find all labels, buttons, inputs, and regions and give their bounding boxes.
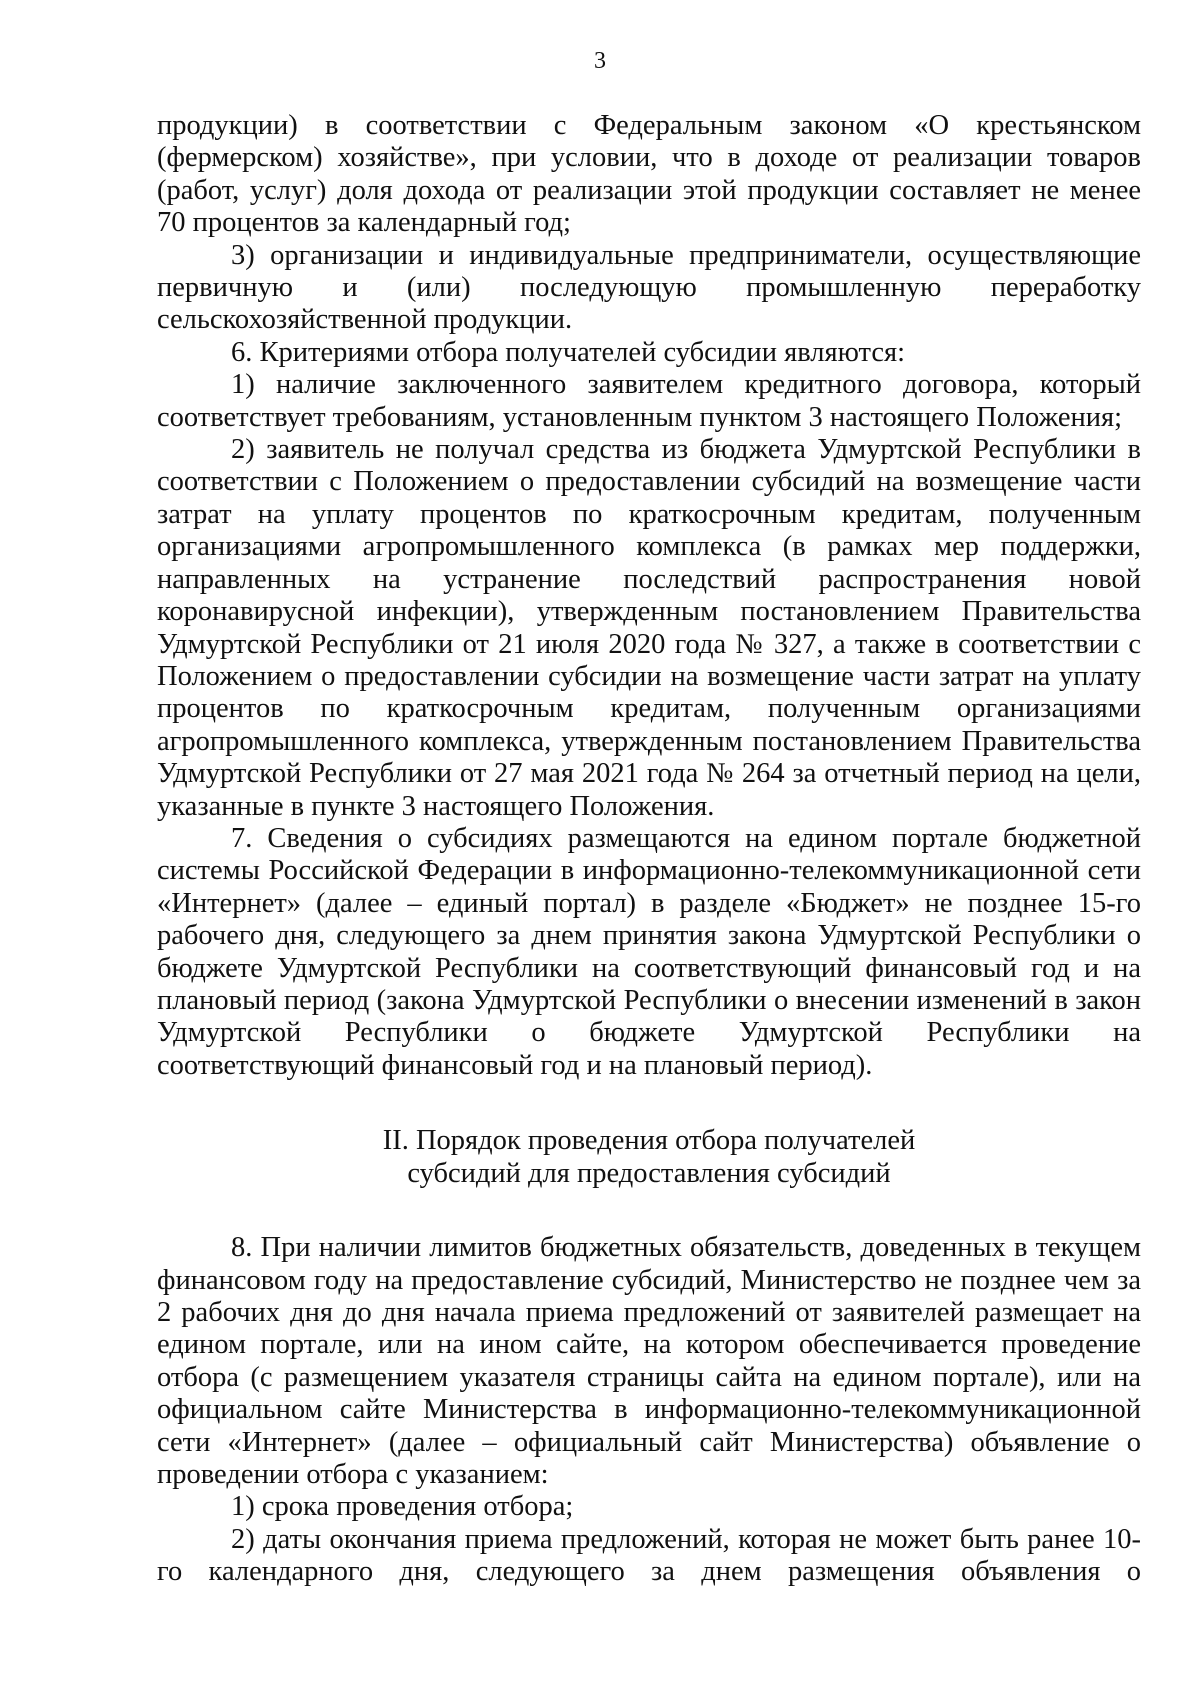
section-heading-line-1: II. Порядок проведения отбора получателей (382, 1125, 916, 1157)
paragraph: 8. При наличии лимитов бюджетных обязательств, доведенных в текущем финансовом году на предоставление субсидий, Министерство не позднее чем за 2 рабочих дня до дня начала приема предложений от заявителей размещает на едином портале, или на ином сайте, на котором обеспечивается проведение отбора (с размещением указателя страницы сайта на едином портале), или на официальном сайте Министерства в информационно-телекоммуникационной сети «Интернет» (далее – официальный сайт Министерства) объявление о проведении отбора с указанием: (157, 1232, 1141, 1491)
page-number: 3 (594, 48, 606, 74)
paragraph: 3) организации и индивидуальные предприниматели, осуществляющие первичную и (или) последующую промышленную переработку сельскохозяйственной продукции. (157, 239, 1141, 336)
paragraph: 7. Сведения о субсидиях размещаются на едином портале бюджетной системы Российской Федерации в информационно-телекоммуникационной сети «Интернет» (далее – единый портал) в разделе «Бюджет» не позднее 15-го рабочего дня, следующего за днем принятия закона Удмуртской Республики о бюджете Удмуртской Республики на соответствующий финансовый год и на плановый период (закона Удмуртской Республики о внесении изменений в закон Удмуртской Республики о бюджете Удмуртской Республики на соответствующий финансовый год и на плановый период). (157, 822, 1141, 1081)
paragraph: 6. Критериями отбора получателей субсидии являются: (231, 336, 906, 368)
paragraph: 1) срока проведения отбора; (231, 1491, 574, 1523)
section-heading-line-2: субсидий для предоставления субсидий (407, 1158, 891, 1190)
section-heading (157, 1124, 1141, 1190)
document-body (157, 110, 1141, 1589)
paragraph: 2) заявитель не получал средства из бюджета Удмуртской Республики в соответствии с Положением о предоставлении субсидий на возмещение части затрат на уплату процентов по краткосрочным кредитам, полученным организациями агропромышленного комплекса (в рамках мер поддержки, направленных на устранение последствий распространения новой коронавирусной инфекции), утвержденным постановлением Правительства Удмуртской Республики от 21 июля 2020 года № 327, а также в соответствии с Положением о предоставлении субсидии на возмещение части затрат на уплату процентов по краткосрочным кредитам, полученным организациями агропромышленного комплекса, утвержденным постановлением Правительства Удмуртской Республики от 27 мая 2021 года № 264 за отчетный период на цели, указанные в пункте 3 настоящего Положения. (157, 434, 1141, 822)
paragraph: 2) даты окончания приема предложений, которая не может быть ранее 10-го календарного дня, следующего за днем размещения объявления о (157, 1523, 1141, 1588)
paragraph: продукции) в соответствии с Федеральным законом «О крестьянском (фермерском) хозяйстве», при условии, что в доходе от реализации товаров (работ, услуг) доля дохода от реализации этой продукции составляет не менее 70 процентов за календарный год; (157, 110, 1141, 239)
paragraph: 1) наличие заключенного заявителем кредитного договора, который соответствует требованиям, установленным пунктом 3 настоящего Положения; (157, 369, 1141, 433)
